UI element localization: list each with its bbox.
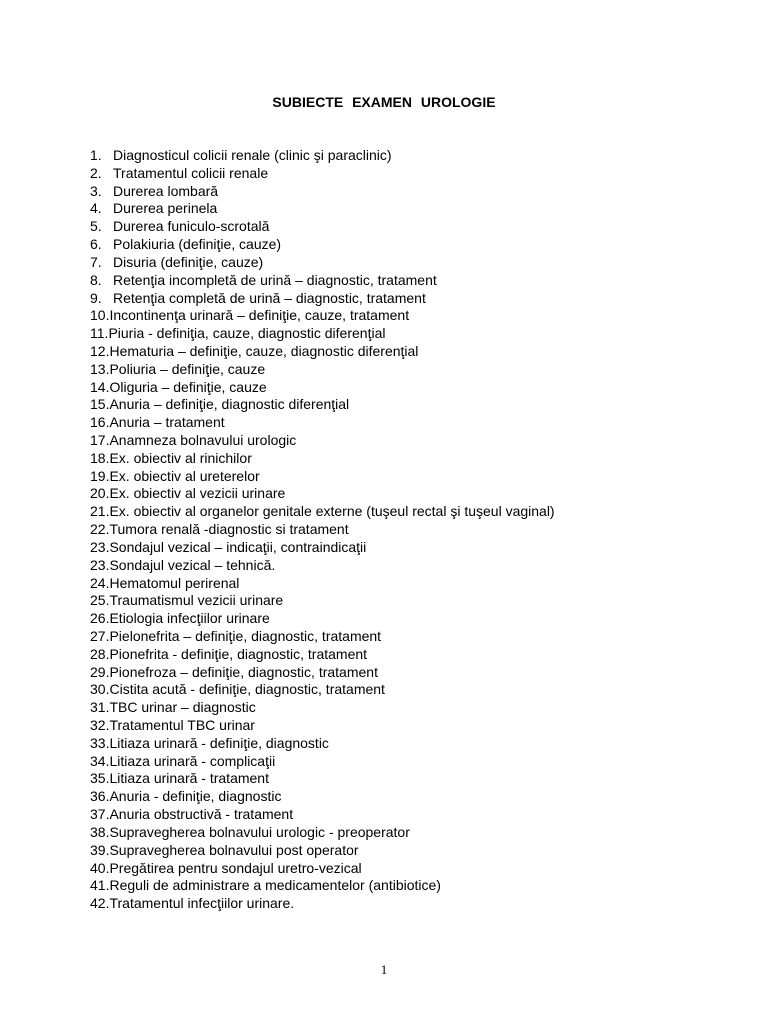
list-item bbox=[90, 254, 555, 272]
list-item-number: 31. bbox=[90, 699, 110, 716]
list-item-text: Ex. obiectiv al vezicii urinare bbox=[109, 485, 286, 502]
list-item bbox=[90, 485, 555, 503]
list-item-text: Polakiuria (definiţie, cauze) bbox=[113, 236, 282, 253]
list-item bbox=[90, 699, 555, 717]
list-item-text: Incontinenţa urinară – definiţie, cauze, tratament bbox=[109, 307, 410, 324]
list-item-number: 13. bbox=[90, 360, 110, 377]
list-item-text: Litiaza urinară - complicaţii bbox=[109, 752, 276, 769]
list-item-number: 23. bbox=[90, 538, 110, 555]
list-item bbox=[90, 592, 555, 610]
list-item bbox=[90, 343, 555, 361]
list-item-number: 11. bbox=[90, 325, 109, 342]
list-item bbox=[90, 200, 555, 218]
list-item-number: 29. bbox=[90, 663, 110, 680]
list-item-number: 6. bbox=[90, 236, 102, 253]
list-item-text: Pionefroza – definiţie, diagnostic, tratament bbox=[109, 663, 378, 680]
list-item-text: Litiaza urinară - tratament bbox=[109, 770, 269, 787]
list-item bbox=[90, 557, 555, 575]
list-item-text: Retenţia incompletă de urină – diagnostic, tratament bbox=[113, 271, 437, 288]
list-item-text: Anuria – definiţie, diagnostic diferenţial bbox=[109, 396, 350, 413]
list-item-text: TBC urinar – diagnostic bbox=[109, 699, 256, 716]
list-item-text: Poliuria – definiţie, cauze bbox=[109, 360, 266, 377]
list-item bbox=[90, 717, 555, 735]
list-item-number: 25. bbox=[90, 592, 110, 609]
list-item-text: Hematomul perirenal bbox=[109, 574, 240, 591]
list-item-text: Tratamentul colicii renale bbox=[113, 164, 269, 181]
list-item bbox=[90, 361, 555, 379]
list-item-text: Tumora renală -diagnostic si tratament bbox=[109, 521, 349, 538]
list-item-text: Supravegherea bolnavului post operator bbox=[109, 841, 359, 858]
list-item-number: 39. bbox=[90, 841, 110, 858]
list-item-number: 4. bbox=[90, 200, 102, 217]
list-item-text: Hematuria – definiţie, cauze, diagnostic diferenţial bbox=[109, 342, 419, 359]
list-item-number: 36. bbox=[90, 788, 110, 805]
list-item-text: Cistita acută - definiţie, diagnostic, tratament bbox=[109, 681, 385, 698]
list-item-number: 22. bbox=[90, 521, 110, 538]
list-item-text: Traumatismul vezicii urinare bbox=[109, 592, 284, 609]
list-item bbox=[90, 539, 555, 557]
list-item bbox=[90, 290, 555, 308]
list-item-number: 26. bbox=[90, 610, 110, 627]
list-item-number: 42. bbox=[90, 895, 110, 912]
list-item-text: Pregătirea pentru sondajul uretro-vezical bbox=[109, 859, 362, 876]
list-item-number: 7. bbox=[90, 253, 102, 270]
list-item-text: Ex. obiectiv al rinichilor bbox=[109, 449, 252, 466]
list-item bbox=[90, 521, 555, 539]
list-item-text: Durerea perinela bbox=[113, 200, 218, 217]
list-item bbox=[90, 183, 555, 201]
list-item-text: Retenţia completă de urină – diagnostic, tratament bbox=[113, 289, 426, 306]
list-item-text: Litiaza urinară - definiţie, diagnostic bbox=[109, 734, 329, 751]
list-item bbox=[90, 646, 555, 664]
list-item-text: Etiologia infecţiilor urinare bbox=[109, 610, 270, 627]
list-item-text: Diagnosticul colicii renale (clinic şi paraclinic) bbox=[113, 147, 392, 163]
list-item bbox=[90, 735, 555, 753]
list-item bbox=[90, 753, 555, 771]
list-item bbox=[90, 147, 555, 165]
list-item-number: 8. bbox=[90, 271, 102, 288]
list-item bbox=[90, 575, 555, 593]
list-item-text: Reguli de administrare a medicamentelor (antibiotice) bbox=[109, 877, 441, 894]
list-item-number: 18. bbox=[90, 449, 110, 466]
list-item-number: 14. bbox=[90, 378, 110, 395]
list-item-number: 32. bbox=[90, 717, 110, 733]
list-item-number: 30. bbox=[90, 681, 110, 698]
list-item-number: 3. bbox=[90, 182, 102, 199]
list-item bbox=[90, 860, 555, 878]
list-item-number: 17. bbox=[90, 432, 110, 448]
list-item bbox=[90, 610, 555, 628]
list-item bbox=[90, 788, 555, 806]
list-item bbox=[90, 770, 555, 788]
list-item-text: Piuria - definiţia, cauze, diagnostic diferenţial bbox=[108, 325, 386, 342]
list-item bbox=[90, 664, 555, 682]
list-item-text: Oliguria – definiţie, cauze bbox=[109, 378, 267, 395]
list-item-number: 27. bbox=[90, 627, 110, 644]
list-item-text: Durerea funiculo-scrotală bbox=[113, 218, 270, 235]
list-item-number: 10. bbox=[90, 307, 110, 324]
list-item-text: Supravegherea bolnavului urologic - preoperator bbox=[109, 823, 410, 840]
list-item bbox=[90, 236, 555, 254]
list-item bbox=[90, 218, 555, 236]
list-item bbox=[90, 628, 555, 646]
list-item-text: Ex. obiectiv al organelor genitale externe (tuşeul rectal şi tuşeul vaginal) bbox=[109, 503, 555, 520]
list-item-number: 40. bbox=[90, 859, 110, 876]
list-item-text: Durerea lombară bbox=[113, 182, 219, 199]
list-item-text: Sondajul vezical – indicaţii, contraindicaţii bbox=[109, 538, 367, 555]
list-item bbox=[90, 877, 555, 895]
list-item-text: Anuria – tratament bbox=[109, 414, 225, 431]
list-item bbox=[90, 824, 555, 842]
list-item-number: 15. bbox=[90, 396, 110, 413]
list-item bbox=[90, 842, 555, 860]
list-item-text: Tratamentul TBC urinar bbox=[109, 717, 255, 733]
list-item bbox=[90, 450, 555, 468]
list-item-text: Anuria obstructivă - tratament bbox=[109, 806, 294, 823]
list-item bbox=[90, 895, 555, 913]
list-item-number: 37. bbox=[90, 806, 110, 823]
list-item-text: Tratamentul infecţiilor urinare. bbox=[109, 895, 295, 912]
topic-list bbox=[90, 147, 555, 913]
list-item-number: 28. bbox=[90, 645, 110, 662]
list-item-number: 1. bbox=[90, 147, 102, 163]
list-item bbox=[90, 325, 555, 343]
list-item bbox=[90, 396, 555, 414]
list-item-text: Disuria (definiţie, cauze) bbox=[113, 253, 264, 270]
list-item bbox=[90, 307, 555, 325]
list-item-text: Sondajul vezical – tehnică. bbox=[109, 556, 276, 573]
list-item-text: Anamneza bolnavului urologic bbox=[109, 432, 297, 448]
list-item bbox=[90, 379, 555, 397]
list-item-number: 21. bbox=[90, 503, 110, 520]
list-item bbox=[90, 414, 555, 432]
page-title: SUBIECTE EXAMEN UROLOGIE bbox=[272, 94, 496, 110]
list-item bbox=[90, 165, 555, 183]
list-item-number: 34. bbox=[90, 752, 110, 769]
list-item-number: 2. bbox=[90, 164, 102, 181]
list-item-number: 19. bbox=[90, 467, 110, 484]
list-item-number: 5. bbox=[90, 218, 102, 235]
list-item bbox=[90, 806, 555, 824]
list-item-number: 38. bbox=[90, 823, 110, 840]
list-item-number: 41. bbox=[90, 877, 110, 894]
list-item-number: 16. bbox=[90, 414, 110, 431]
list-item-number: 20. bbox=[90, 485, 110, 502]
list-item-text: Anuria - definiţie, diagnostic bbox=[109, 788, 282, 805]
list-item-number: 23. bbox=[90, 556, 110, 573]
list-item bbox=[90, 272, 555, 290]
list-item-number: 12. bbox=[90, 342, 110, 359]
page-number: 1 bbox=[380, 962, 388, 977]
list-item-text: Ex. obiectiv al ureterelor bbox=[109, 467, 260, 484]
list-item-text: Pielonefrita – definiţie, diagnostic, tratament bbox=[109, 627, 382, 644]
list-item bbox=[90, 468, 555, 486]
list-item bbox=[90, 503, 555, 521]
list-item-number: 24. bbox=[90, 574, 110, 591]
list-item-number: 33. bbox=[90, 734, 110, 751]
list-item-text: Pionefrita - definiţie, diagnostic, tratament bbox=[109, 645, 368, 662]
list-item bbox=[90, 432, 555, 450]
list-item-number: 9. bbox=[90, 289, 102, 306]
list-item bbox=[90, 681, 555, 699]
list-item-number: 35. bbox=[90, 770, 110, 787]
